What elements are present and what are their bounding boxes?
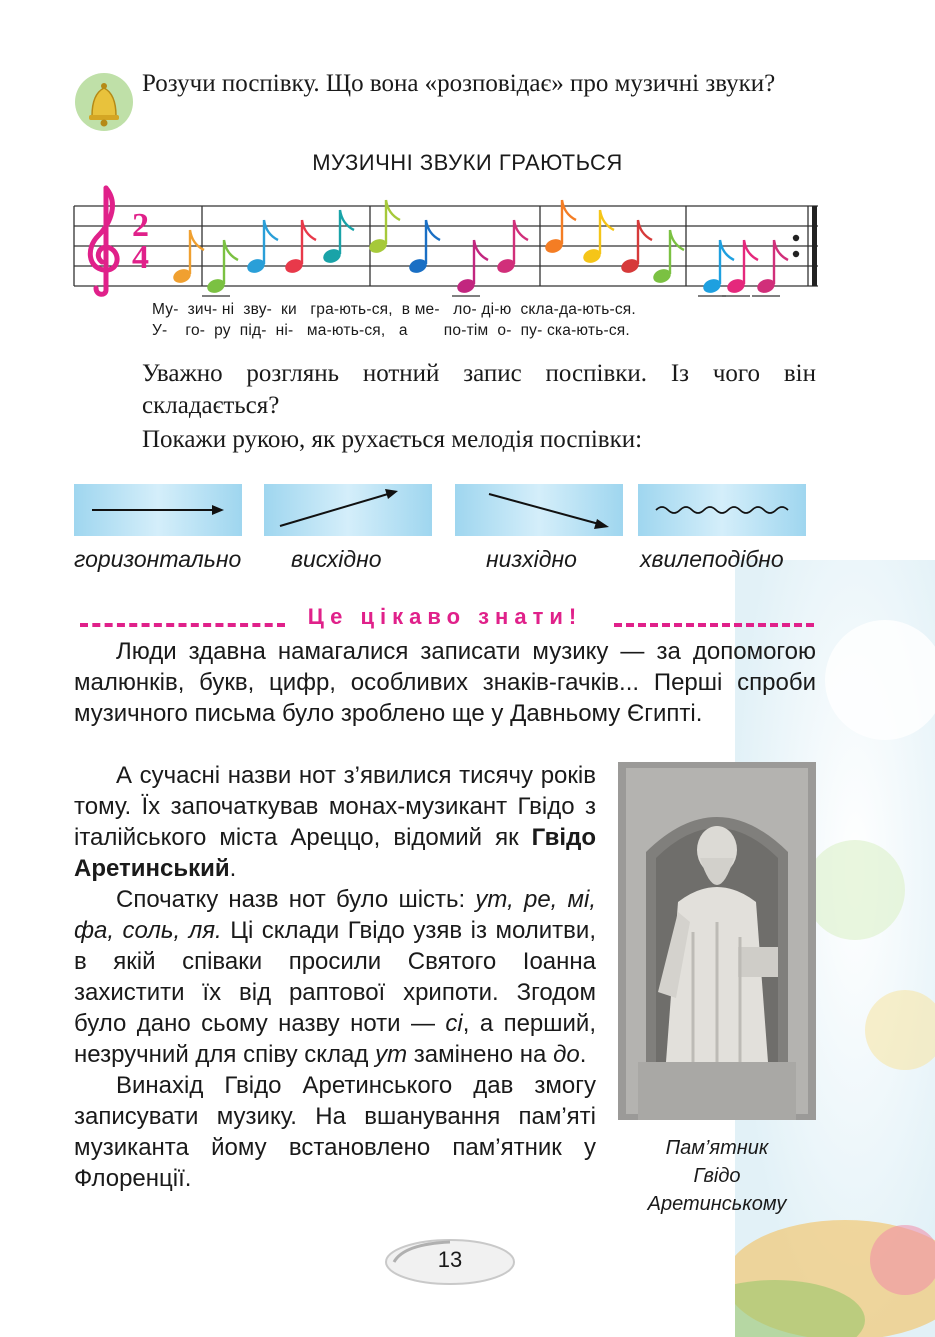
time-signature-top: 2 bbox=[132, 207, 149, 244]
page-number: 13 bbox=[437, 1247, 463, 1272]
text-span: . bbox=[229, 855, 237, 882]
repeat-dot bbox=[793, 235, 799, 241]
label-ascending: висхідно bbox=[291, 546, 382, 572]
treble-clef-icon bbox=[90, 188, 117, 294]
note-stem bbox=[670, 230, 684, 274]
caption-line: Пам’ятник bbox=[665, 1137, 769, 1159]
label-wave: хвилеподібно bbox=[640, 546, 784, 572]
fact-paragraph-2 bbox=[74, 760, 596, 884]
note-do: до bbox=[553, 1041, 580, 1068]
arrow-up-right-icon bbox=[264, 484, 432, 536]
fact-header bbox=[74, 604, 816, 634]
fact-column bbox=[74, 760, 596, 1194]
note-ut: ут bbox=[375, 1041, 408, 1068]
text-span: . bbox=[579, 1041, 587, 1068]
text-span: А сучасні назви нот з’явилися тисячу років тому. Їх започаткував монах-музикант Гвідо з італійського міста Ареццо, відомий як bbox=[74, 762, 596, 851]
time-signature-bottom: 4 bbox=[132, 239, 149, 276]
task-examine-notation: Уважно розглянь нотний запис поспівки. Із чого він складається? bbox=[142, 360, 816, 419]
card-ascending bbox=[264, 484, 432, 536]
card-descending bbox=[455, 484, 623, 536]
music-staff bbox=[72, 182, 822, 297]
label-descending: низхідно bbox=[486, 546, 577, 572]
fact-paragraph-3 bbox=[74, 884, 596, 1070]
text-span: Ці склади Гвідо узяв із молитви, в якій співаки просили Святого Іоанна захистити їх від раптової хрипоти. Згодом було дано сьому назву ноти — bbox=[74, 917, 596, 1037]
repeat-dot bbox=[793, 251, 799, 257]
card-horizontal bbox=[74, 484, 242, 536]
text-span: Спочатку назв нот було шість: bbox=[116, 886, 476, 913]
note-names: ут, ре, мі, фа, соль, ля. bbox=[74, 886, 596, 944]
final-barline bbox=[812, 206, 817, 286]
task-show-melody: Покажи рукою, як рухається мелодія поспівки: bbox=[142, 426, 643, 453]
song-notes bbox=[171, 200, 788, 296]
fact-paragraph-1: Люди здавна намагалися записати музику — за допомогою малюнків, букв, цифр, особливих знаків-гачків... Перші спроби музичного письма було зроблено ще у Давньому Єгипті. bbox=[74, 638, 816, 727]
bell-icon bbox=[74, 72, 134, 132]
text-span: замінено на bbox=[407, 1041, 554, 1068]
song-title: МУЗИЧНІ ЗВУКИ ГРАЮТЬСЯ bbox=[312, 150, 623, 175]
statue-caption bbox=[618, 1134, 816, 1218]
arrow-right-icon bbox=[74, 484, 242, 536]
text-span: , а перший, незручний для співу склад bbox=[74, 1010, 596, 1068]
arrow-down-right-icon bbox=[455, 484, 623, 536]
bold-name: Гвідо Аретинський bbox=[74, 824, 596, 882]
fact-title: Це цікаво знати! bbox=[307, 604, 583, 629]
note-stem bbox=[600, 210, 614, 254]
caption-line: Аретинському bbox=[647, 1193, 787, 1215]
label-horizontal: горизонтально bbox=[74, 546, 242, 572]
lyrics-line-2: У- го- ру під- ні- ма-ють-ся, а по-тім о- пу- ска-ють-ся. bbox=[152, 322, 630, 339]
note-si: сі bbox=[445, 1010, 463, 1037]
note-stem bbox=[340, 210, 354, 254]
wave-line-icon bbox=[638, 484, 806, 536]
caption-line: Гвідо bbox=[693, 1165, 741, 1187]
lyrics-line-1: Му- зич- ні зву- ки гра-ють-ся, в ме- ло- ді-ю скла-да-ють-ся. bbox=[152, 301, 636, 318]
task-learn-song: Розучи поспівку. Що вона «розповідає» про музичні звуки? bbox=[142, 70, 776, 97]
guido-statue-image bbox=[618, 762, 816, 1120]
fact-paragraph-4: Винахід Гвідо Аретинського дав змогу записувати музику. На вшанування пам’яті музиканта йому встановлено пам’ятник у Флоренції. bbox=[74, 1072, 596, 1192]
card-wave bbox=[638, 484, 806, 536]
